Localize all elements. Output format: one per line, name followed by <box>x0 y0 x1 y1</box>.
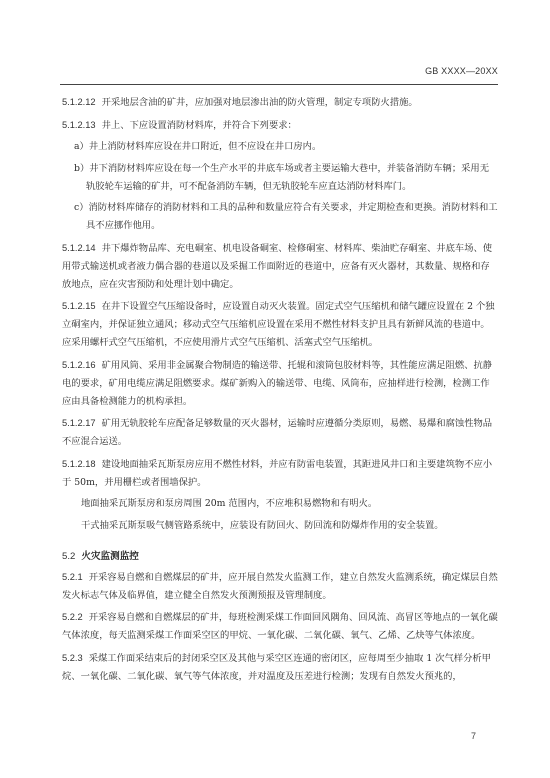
clause-5-1-2-13 <box>62 116 498 135</box>
clause-text: 采煤工作面采结束后的封闭采空区及其他与采空区连通的密闭区，应每周至少抽取 1 次气样分析甲烷、一氧化碳、二氧化碳、氧气等气体浓度，并对温度及压差进行检测；发现有自然发火预兆的， <box>62 652 491 682</box>
clause-5-1-2-17 <box>62 414 498 451</box>
clause-number: 5.1.2.18 <box>62 458 96 469</box>
clause-number: 5.1.2.13 <box>62 119 96 130</box>
list-item-c: c）消防材料库储存的消防材料和工具的品种和数量应符合有关要求，并定期检查和更换。消防材料和工具不应挪作他用。 <box>74 202 498 231</box>
clause-5-2-1 <box>62 568 498 605</box>
clause-number: 5.2.2 <box>62 612 83 622</box>
section-title: 火灾监测监控 <box>81 550 139 562</box>
clause-5-2-3 <box>62 649 498 686</box>
clause-5-1-2-15 <box>62 297 498 352</box>
section-heading-5-2 <box>62 548 498 566</box>
clause-text: 矿用无轨胶轮车应配备足够数量的灭火器材，运输时应遵循分类原则，易燃、易爆和腐蚀性物品不应混合运送。 <box>62 418 493 447</box>
clause-text: 开采容易自燃和自燃煤层的矿井，应开展自然发火监测工作，建立自然发火监测系统，确定煤层自然发火标志气体及临界值，建立健全自然发火预测预报及管理制度。 <box>62 571 498 601</box>
clause-number: 5.1.2.14 <box>62 242 96 253</box>
clause-text: 矿用风筒、采用非金属聚合物制造的输送带、托辊和滚筒包胶材料等，其性能应满足阻燃、抗静电的要求，矿用电缆应满足阻燃要求。煤矿新购入的输送带、电缆、风筒布，应抽样进行检测，检测工作应由具备检测能力的机构承担。 <box>62 359 493 407</box>
page-number: 7 <box>470 731 476 741</box>
clause-5-1-2-18-para-3: 干式抽采瓦斯泵吸气侧管路系统中，应装设有防回火、防回流和防爆炸作用的安全装置。 <box>81 519 444 531</box>
clause-number: 5.1.2.17 <box>62 418 96 428</box>
clause-5-1-2-18 <box>62 455 498 492</box>
header-divider <box>60 84 498 85</box>
clause-number: 5.1.2.15 <box>62 301 96 311</box>
clause-text: 在井下设置空气压缩设备时，应设置自动灭火装置。固定式空气压缩机和储气罐应设置在 2 个独立硐室内，并保证独立通风；移动式空气压缩机应设置在采用不燃性材料支护且具有新鲜风流的巷道中。应采用螺杆式空气压缩机，不应使用滑片式空气压缩机、活塞式空气压缩机。 <box>62 301 495 348</box>
clause-5-2-2 <box>62 608 498 645</box>
clause-5-1-2-12 <box>62 93 498 112</box>
clause-text: 开采地层含油的矿井，应加强对地层渗出油的防火管理，制定专项防火措施。 <box>101 97 418 108</box>
clause-text: 井上、下应设置消防材料库，并符合下列要求： <box>101 119 297 131</box>
clause-number: 5.2.3 <box>62 652 83 663</box>
clause-5-1-2-18-para-2: 地面抽采瓦斯泵房和泵房周围 20m 范围内，不应堆积易燃物和有明火。 <box>81 498 378 509</box>
clause-5-1-2-16 <box>62 356 498 411</box>
clause-text: 建设地面抽采瓦斯泵房应用不燃性材料，并应有防雷电装置，其距进风井口和主要建筑物不应小于 50m，并用栅栏或者围墙保护。 <box>62 458 493 488</box>
clause-text: 井下爆炸物品库、充电硐室、机电设备硐室、检修硐室、材料库、柴油贮存硐室、井底车场、使用带式输送机或者液力偶合器的巷道以及采掘工作面附近的巷道中，应备有灭火器材，其数量、规格和存放地点，应在灾害预防和处理计划中确定。 <box>62 242 493 290</box>
standard-code: GB XXXX—20XX <box>425 66 498 76</box>
document-body <box>62 93 498 686</box>
clause-number: 5.2.1 <box>62 571 83 582</box>
clause-text: 开采容易自燃和自燃煤层的矿井，每班检测采煤工作面回风隅角、回风流、高冒区等地点的一氧化碳气体浓度，每天监测采煤工作面采空区的甲烷、一氧化碳、二氧化碳、氧气、乙烯、乙炔等气体浓度。 <box>62 612 498 641</box>
list-item-a: a）井上消防材料库应设在井口附近，但不应设在井口房内。 <box>74 141 322 152</box>
section-number: 5.2 <box>62 550 76 562</box>
list-item-b: b）井下消防材料库应设在每一个生产水平的井底车场或者主要运输大巷中，并装备消防车辆；采用无轨胶轮车运输的矿井，可不配备消防车辆，但无轨胶轮车应直达消防材料库门。 <box>74 162 490 192</box>
clause-5-1-2-14 <box>62 239 498 294</box>
clause-number: 5.1.2.12 <box>62 97 96 107</box>
clause-number: 5.1.2.16 <box>62 359 96 370</box>
